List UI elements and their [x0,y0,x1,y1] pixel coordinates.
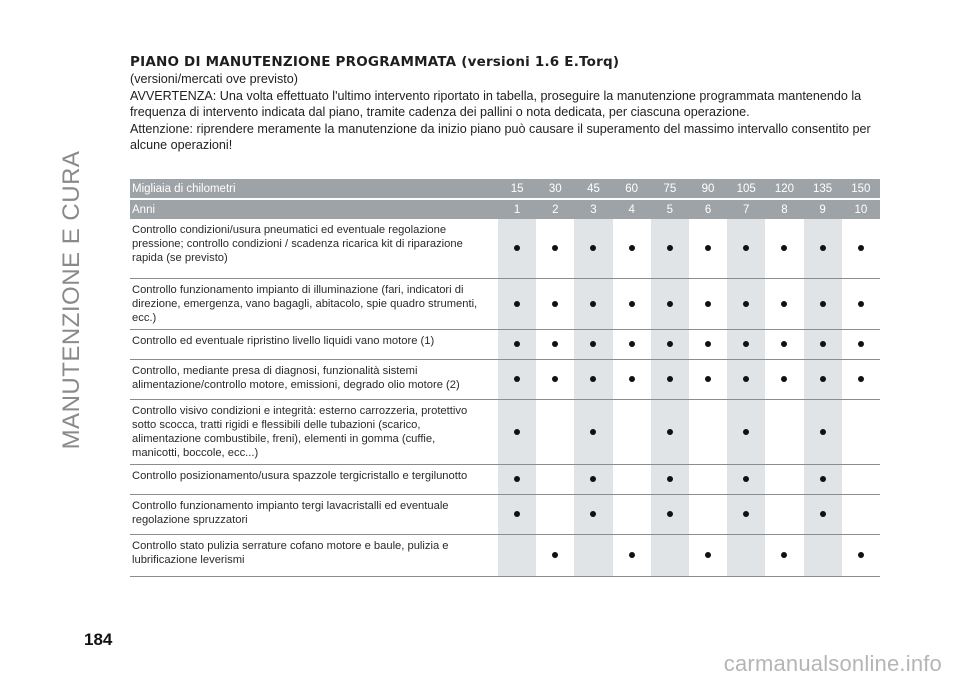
scheduled-dot-icon [590,376,596,382]
scheduled-dot-icon [590,429,596,435]
interval-cell [842,534,880,576]
interval-cell [651,329,689,359]
interval-cell [613,329,651,359]
interval-cell [613,399,651,464]
scheduled-dot-icon [552,301,558,307]
table-row [130,399,880,464]
operation-label: Controllo stato pulizia serrature cofano motore e baule, pulizia e lubrificazione leverismi [130,534,498,576]
table-row [130,219,880,278]
years-header-row [130,199,880,219]
scheduled-dot-icon [781,376,787,382]
watermark: carmanualsonline.info [723,651,942,676]
interval-cell [574,329,612,359]
scheduled-dot-icon [629,376,635,382]
interval-cell [842,278,880,329]
km-header-cell: 135 [804,179,842,199]
km-header-cell: 30 [536,179,574,199]
years-header-cell: 9 [804,199,842,219]
interval-cell [536,399,574,464]
interval-cell [536,534,574,576]
scheduled-dot-icon [858,245,864,251]
intro-block [130,54,880,154]
scheduled-dot-icon [552,245,558,251]
interval-cell [689,219,727,278]
interval-cell [613,494,651,534]
scheduled-dot-icon [590,511,596,517]
years-header-cell: 2 [536,199,574,219]
interval-cell [765,329,803,359]
interval-cell [689,359,727,399]
interval-cell [842,219,880,278]
scheduled-dot-icon [743,245,749,251]
operation-label: Controllo funzionamento impianto di illuminazione (fari, indicatori di direzione, emergenza, vano bagagli, abitacolo, spie quadro strumenti, ecc.) [130,278,498,329]
scheduled-dot-icon [743,511,749,517]
interval-cell [651,494,689,534]
interval-cell [613,359,651,399]
interval-cell [498,359,536,399]
interval-cell [804,399,842,464]
interval-cell [842,399,880,464]
table-row [130,278,880,329]
interval-cell [804,464,842,494]
scheduled-dot-icon [743,429,749,435]
interval-cell [574,464,612,494]
scheduled-dot-icon [667,376,673,382]
interval-cell [651,219,689,278]
interval-cell [498,219,536,278]
interval-cell [536,359,574,399]
years-header-cell: 7 [727,199,765,219]
scheduled-dot-icon [514,341,520,347]
scheduled-dot-icon [820,511,826,517]
scheduled-dot-icon [552,341,558,347]
scheduled-dot-icon [552,376,558,382]
scheduled-dot-icon [820,341,826,347]
scheduled-dot-icon [667,301,673,307]
table-row [130,329,880,359]
warning-text: AVVERTENZA: Una volta effettuato l'ultimo intervento riportato in tabella, proseguire la manutenzione programmata mantenendo la frequenza di intervento indicata dal piano, tramite cadenza dei pallini o nota dedicata, per ciascuna operazione. [130,88,862,119]
years-header-cell: 3 [574,199,612,219]
interval-cell [613,278,651,329]
interval-cell [842,359,880,399]
interval-cell [765,494,803,534]
interval-cell [536,278,574,329]
years-header-label: Anni [130,199,498,219]
interval-cell [536,219,574,278]
scheduled-dot-icon [858,341,864,347]
interval-cell [689,329,727,359]
interval-cell [574,219,612,278]
scheduled-dot-icon [781,341,787,347]
interval-cell [498,464,536,494]
interval-cell [689,464,727,494]
interval-cell [689,534,727,576]
years-header-cell: 10 [842,199,880,219]
years-header-cell: 5 [651,199,689,219]
interval-cell [804,219,842,278]
km-header-cell: 45 [574,179,612,199]
operation-label: Controllo funzionamento impianto tergi lavacristalli ed eventuale regolazione spruzzatori [130,494,498,534]
page-number: 184 [84,630,113,649]
years-header-cell: 8 [765,199,803,219]
scheduled-dot-icon [820,301,826,307]
interval-cell [727,359,765,399]
operation-label: Controllo visivo condizioni e integrità: esterno carrozzeria, protettivo sotto scocca, tratti rigidi e flessibili delle tubazioni (scarico, alimentazione combustibile, freni), elementi in gomma (cuffie, manicotti, boccole, ecc...) [130,399,498,464]
table-row [130,464,880,494]
interval-cell [613,534,651,576]
scheduled-dot-icon [590,476,596,482]
table-row [130,494,880,534]
scheduled-dot-icon [667,476,673,482]
scheduled-dot-icon [743,476,749,482]
km-header-cell: 90 [689,179,727,199]
interval-cell [727,278,765,329]
scheduled-dot-icon [667,511,673,517]
interval-cell [689,399,727,464]
interval-cell [536,329,574,359]
table-row [130,534,880,576]
interval-cell [765,359,803,399]
operation-label: Controllo, mediante presa di diagnosi, funzionalità sistemi alimentazione/controllo motore, emissioni, degrado olio motore (2) [130,359,498,399]
interval-cell [689,494,727,534]
scheduled-dot-icon [820,476,826,482]
interval-cell [498,399,536,464]
interval-cell [574,359,612,399]
interval-cell [842,464,880,494]
scheduled-dot-icon [705,245,711,251]
table-row [130,359,880,399]
interval-cell [536,494,574,534]
interval-cell [651,534,689,576]
subtitle: (versioni/mercati ove previsto) [130,72,298,86]
interval-cell [498,534,536,576]
scheduled-dot-icon [820,376,826,382]
operation-label: Controllo ed eventuale ripristino livello liquidi vano motore (1) [130,329,498,359]
km-header-cell: 15 [498,179,536,199]
interval-cell [727,219,765,278]
interval-cell [574,494,612,534]
interval-cell [498,329,536,359]
interval-cell [804,278,842,329]
scheduled-dot-icon [743,376,749,382]
operation-label: Controllo posizionamento/usura spazzole tergicristallo e tergilunotto [130,464,498,494]
attention-text: Attenzione: riprendere meramente la manutenzione da inizio piano può causare il superamento del massimo intervallo consentito per alcune operazioni! [130,121,871,152]
interval-cell [765,278,803,329]
km-header-row [130,179,880,199]
scheduled-dot-icon [629,245,635,251]
km-header-cell: 120 [765,179,803,199]
interval-cell [727,399,765,464]
scheduled-dot-icon [667,429,673,435]
interval-cell [727,494,765,534]
km-header-cell: 75 [651,179,689,199]
interval-cell [727,534,765,576]
interval-cell [842,329,880,359]
interval-cell [765,399,803,464]
interval-cell [613,219,651,278]
scheduled-dot-icon [743,341,749,347]
interval-cell [727,464,765,494]
scheduled-dot-icon [514,376,520,382]
years-header-cell: 1 [498,199,536,219]
interval-cell [498,278,536,329]
scheduled-dot-icon [629,552,635,558]
scheduled-dot-icon [552,552,558,558]
interval-cell [651,359,689,399]
operation-label: Controllo condizioni/usura pneumatici ed eventuale regolazione pressione; controllo condizioni / scadenza ricarica kit di riparazione rapida (se previsto) [130,219,498,278]
scheduled-dot-icon [514,429,520,435]
interval-cell [804,494,842,534]
km-header-label: Migliaia di chilometri [130,179,498,199]
scheduled-dot-icon [858,376,864,382]
interval-cell [536,464,574,494]
km-header-cell: 60 [613,179,651,199]
maintenance-table [130,179,880,577]
scheduled-dot-icon [667,341,673,347]
years-header-cell: 4 [613,199,651,219]
km-header-cell: 105 [727,179,765,199]
scheduled-dot-icon [781,301,787,307]
scheduled-dot-icon [590,245,596,251]
scheduled-dot-icon [514,511,520,517]
interval-cell [727,329,765,359]
scheduled-dot-icon [705,376,711,382]
maintenance-table-body [130,219,880,576]
interval-cell [765,219,803,278]
interval-cell [574,278,612,329]
page-heading: PIANO DI MANUTENZIONE PROGRAMMATA (versioni 1.6 E.Torq) [130,54,620,70]
scheduled-dot-icon [820,429,826,435]
interval-cell [804,329,842,359]
interval-cell [765,464,803,494]
scheduled-dot-icon [858,552,864,558]
interval-cell [574,534,612,576]
years-header-cell: 6 [689,199,727,219]
scheduled-dot-icon [820,245,826,251]
scheduled-dot-icon [590,341,596,347]
km-header-cell: 150 [842,179,880,199]
scheduled-dot-icon [629,301,635,307]
interval-cell [651,464,689,494]
interval-cell [613,464,651,494]
scheduled-dot-icon [514,245,520,251]
scheduled-dot-icon [781,245,787,251]
interval-cell [574,399,612,464]
scheduled-dot-icon [781,552,787,558]
scheduled-dot-icon [667,245,673,251]
interval-cell [804,359,842,399]
interval-cell [651,278,689,329]
scheduled-dot-icon [629,341,635,347]
interval-cell [842,494,880,534]
interval-cell [804,534,842,576]
section-side-title: MANUTENZIONE E CURA [58,150,85,450]
scheduled-dot-icon [590,301,596,307]
scheduled-dot-icon [705,341,711,347]
scheduled-dot-icon [743,301,749,307]
scheduled-dot-icon [514,301,520,307]
scheduled-dot-icon [858,301,864,307]
interval-cell [651,399,689,464]
scheduled-dot-icon [514,476,520,482]
interval-cell [498,494,536,534]
interval-cell [765,534,803,576]
scheduled-dot-icon [705,301,711,307]
interval-cell [689,278,727,329]
scheduled-dot-icon [705,552,711,558]
